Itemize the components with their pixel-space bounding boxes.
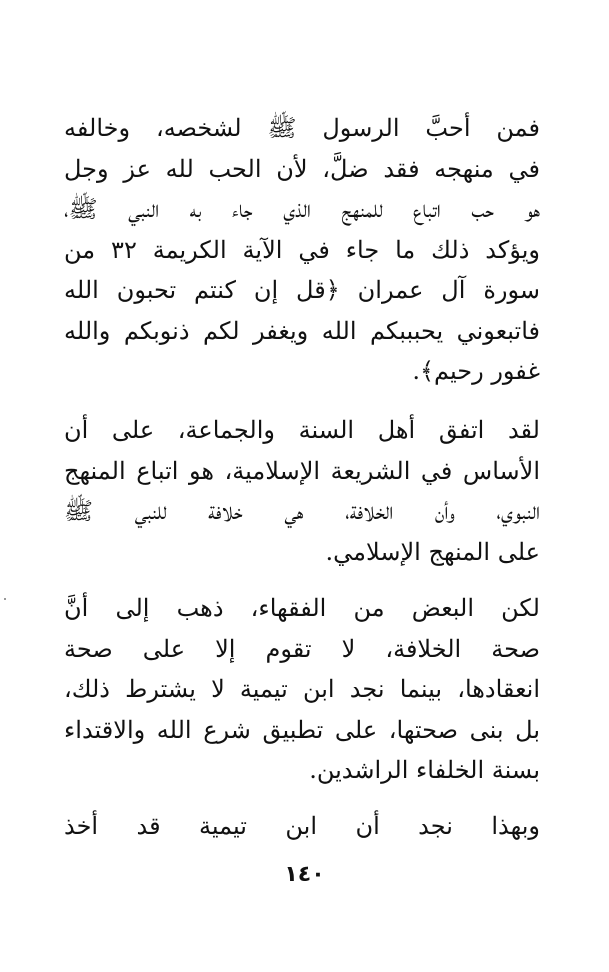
text-line: بل بنى صحتها، على تطبيق شرع الله والاقتداء (64, 715, 540, 744)
text-line: الأساس في الشريعة الإسلامية، هو اتباع المنهج (64, 456, 540, 485)
paragraph-3 (64, 588, 540, 791)
text-line: على المنهج الإسلامي. (325, 537, 540, 566)
text-line: غفور رحيم﴾. (412, 357, 540, 385)
text-line: في منهجه فقد ضلَّ، لأن الحب لله عز وجل (64, 154, 540, 183)
text-line: النبوي، وأن الخلافة، هي خلافة للنبي ﷺ (64, 497, 540, 525)
text-line: لقد اتفق أهل السنة والجماعة، على أن (64, 416, 540, 444)
paragraph-2 (64, 410, 540, 572)
text-line: هو حب اتباع للمنهج الذي جاء به النبي ﷺ، (64, 195, 540, 223)
text-line: بسنة الخلفاء الراشدين. (309, 756, 540, 784)
text-line: لكن البعض من الفقهاء، ذهب إلى أنَّ (64, 594, 540, 622)
scan-speck (4, 598, 6, 600)
text-line: صحة الخلافة، لا تقوم إلا على صحة (64, 634, 540, 663)
paragraph-1 (64, 108, 540, 392)
page-number: ١٤٠ (284, 862, 325, 887)
text-line: فمن أحبَّ الرسول ﷺ لشخصه، وخالفه (64, 114, 540, 142)
paragraph-4 (64, 806, 540, 847)
text-line: انعقادها، بينما نجد ابن تيمية لا يشترط ذلك، (64, 675, 540, 703)
text-line: سورة آل عمران ﴿قل إن كنتم تحبون الله (64, 276, 540, 304)
text-line: وبهذا نجد أن ابن تيمية قد أخذ (64, 812, 540, 840)
text-line: فاتبعوني يحبببكم الله ويغفر لكم ذنوبكم والله (64, 316, 540, 345)
text-line: ويؤكد ذلك ما جاء في الآية الكريمة ٣٢ من (64, 235, 540, 264)
